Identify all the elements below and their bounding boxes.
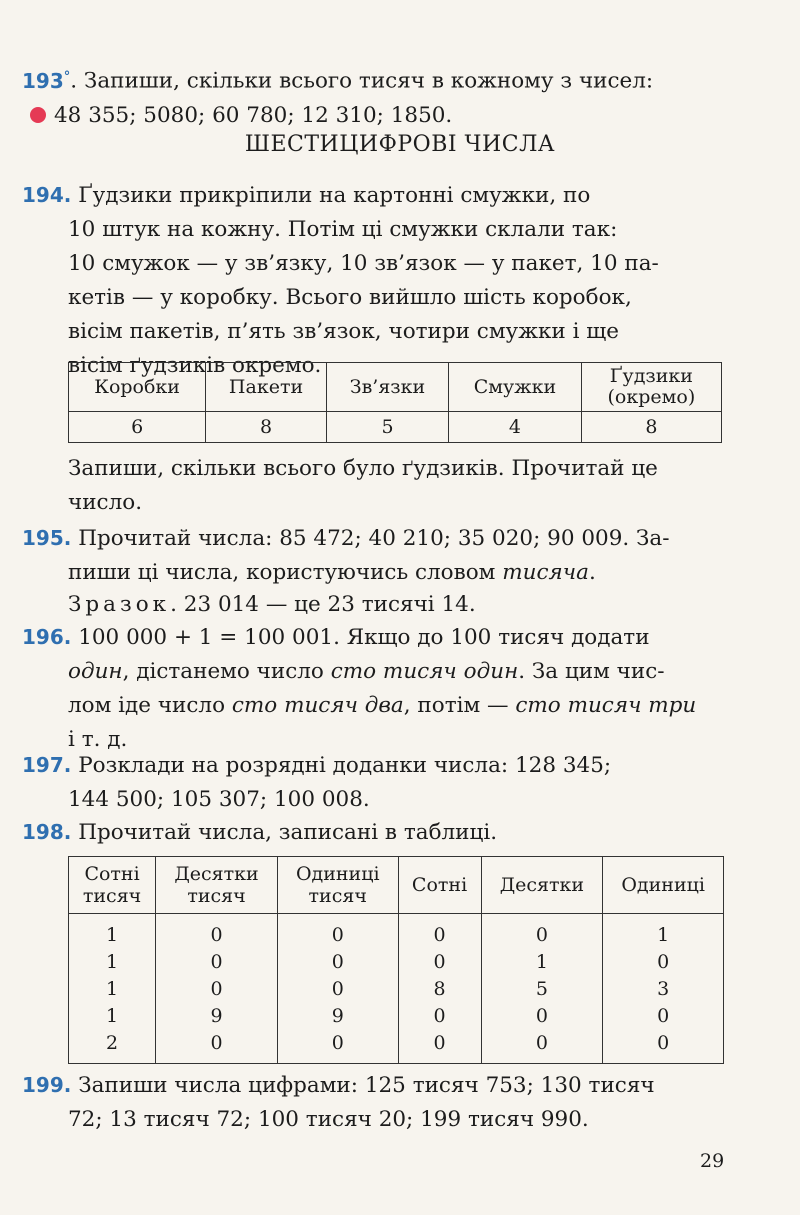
- table-row: 1 0 0 0 0 1: [69, 914, 724, 949]
- task-193-line-2: 48 355; 5080; 60 780; 12 310; 1850.: [22, 99, 742, 133]
- task-number: 193°: [22, 68, 71, 93]
- page-number: 29: [700, 1150, 725, 1172]
- table-header: Смужки: [449, 363, 582, 412]
- task-194-line: 194. Ґудзики прикріпили на картонні смужки, по: [22, 183, 591, 208]
- task-194-line: 10 штук на кожну. Потім ці смужки склали так:: [68, 217, 618, 242]
- task-198: [22, 815, 742, 850]
- task-193: [22, 60, 742, 133]
- task-196-line: 196. 100 000 + 1 = 100 001. Якщо до 100 тисяч додати: [22, 625, 650, 650]
- task-number: 196.: [22, 625, 72, 649]
- table-header: Одиниці: [603, 857, 724, 914]
- table-header: Десятки тисяч: [156, 857, 278, 914]
- table-cell: 5: [326, 412, 448, 443]
- task-195-sample: Зразок. 23 014 — це 23 тисячі 14.: [68, 592, 476, 617]
- task-194-question: Запиши, скільки всього було ґудзиків. Прочитай це число.: [68, 456, 658, 515]
- task-197-line: 197. Розклади на розрядні доданки числа: 128 345;: [22, 753, 612, 778]
- task-199-line: 72; 13 тисяч 72; 100 тисяч 20; 199 тисяч 990.: [68, 1107, 589, 1132]
- table-row: 2 0 0 0 0 0: [69, 1029, 724, 1064]
- table-header: Сотні тисяч: [69, 857, 156, 914]
- task-194: [22, 178, 742, 383]
- task-199: [22, 1068, 742, 1137]
- table-header: Одиниці тисяч: [277, 857, 398, 914]
- table-header: Ґудзики (окремо): [581, 363, 721, 412]
- task-194-line: вісім пакетів, п’ять зв’язок, чотири смужки і ще: [68, 319, 620, 344]
- task-number: 198.: [22, 820, 72, 844]
- section-heading: ШЕСТИЦИФРОВІ ЧИСЛА: [244, 132, 556, 157]
- table-header: Пакети: [206, 363, 327, 412]
- table-row: 1 0 0 8 5 3: [69, 975, 724, 1002]
- table-header: Зв’язки: [326, 363, 448, 412]
- task-197-line: 144 500; 105 307; 100 008.: [68, 787, 370, 812]
- task-195-line: пиши ці числа, користуючись словом тисяча.: [68, 560, 596, 585]
- task-number: 195.: [22, 526, 72, 550]
- table-cell: 6: [69, 412, 206, 443]
- task-number: 199.: [22, 1073, 72, 1097]
- table-cell: 8: [581, 412, 721, 443]
- task-194-line: вісім ґудзиків окремо.: [68, 353, 322, 378]
- place-value-table: [68, 856, 724, 1064]
- task-195: [22, 521, 742, 622]
- task-198-line: 198. Прочитай числа, записані в таблиці.: [22, 820, 498, 845]
- task-196-line: лом іде число сто тисяч два, потім — сто тисяч три: [68, 693, 697, 718]
- task-195-line: 195. Прочитай числа: 85 472; 40 210; 35 020; 90 009. За-: [22, 526, 670, 551]
- table-row: 1 9 9 0 0 0: [69, 1002, 724, 1029]
- table-header: Сотні: [398, 857, 481, 914]
- buttons-table: [68, 362, 722, 443]
- task-number: 194.: [22, 183, 72, 207]
- task-196-line: один, дістанемо число сто тисяч один. За цим чис-: [68, 659, 665, 684]
- task-196: [22, 620, 742, 757]
- task-196-line: і т. д.: [68, 727, 128, 752]
- table-cell: 4: [449, 412, 582, 443]
- task-193-line-1: 193°. Запиши, скільки всього тисяч в кожному з чисел:: [22, 68, 654, 94]
- table-header: Коробки: [69, 363, 206, 412]
- table-row: 1 0 0 0 1 0: [69, 948, 724, 975]
- table-cell: 8: [206, 412, 327, 443]
- task-194-line: кетів — у коробку. Всього вийшло шість коробок,: [68, 285, 632, 310]
- table-header: Десятки: [481, 857, 603, 914]
- task-number: 197.: [22, 753, 72, 777]
- red-dot-icon: [30, 107, 46, 123]
- task-197: [22, 748, 742, 817]
- task-194-line: 10 смужок — у зв’язку, 10 зв’язок — у пакет, 10 па-: [68, 251, 659, 276]
- task-199-line: 199. Запиши числа цифрами: 125 тисяч 753; 130 тисяч: [22, 1073, 655, 1098]
